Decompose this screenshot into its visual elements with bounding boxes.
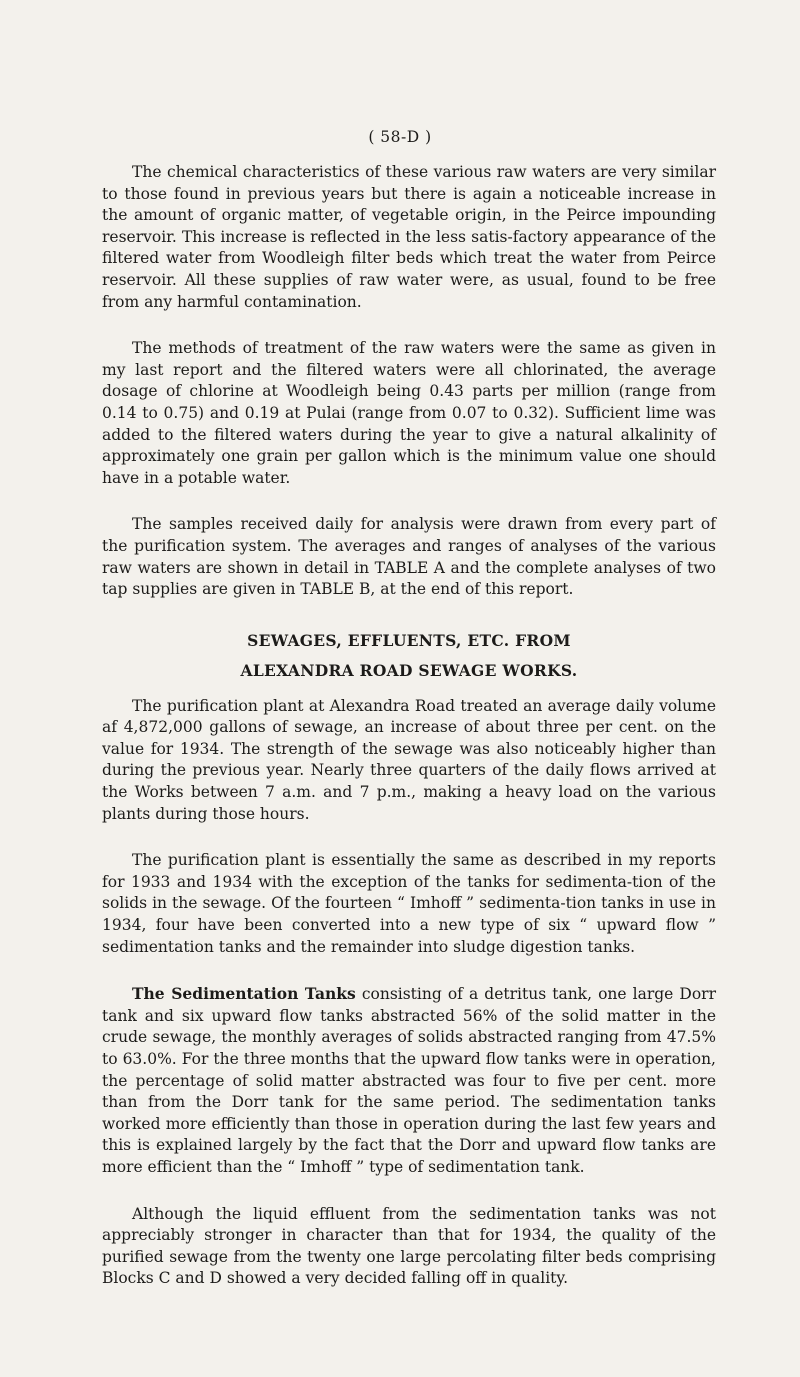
section-heading-line-1: SEWAGES, EFFLUENTS, ETC. FROM <box>247 630 571 650</box>
paragraph-plant-volume: The purification plant at Alexandra Road treated an average daily volume af 4,872,000 gallons of sewage, an increase of about three per cent. on the value for 1934. The strength of the sewage was also noticeably higher than during the previous year. Nearly three quarters of the daily flows arrived at the Works between 7 a.m. and 7 p.m., making a heavy load on the various plants during those hours. <box>102 696 716 823</box>
paragraph-treatment-methods: The methods of treatment of the raw waters were the same as given in my last report and the filtered waters were all chlorinated, the average dosage of chlorine at Woodleigh being 0.43 parts per million (range from 0.14 to 0.75) and 0.19 at Pulai (range from 0.07 to 0.32). Sufficient lime was added to the filtered waters during the year to give a natural alkalinity of approximately one grain per gallon which is the minimum value one should have in a potable water. <box>102 339 716 487</box>
section-heading <box>102 626 716 686</box>
sedimentation-tanks-lead: The Sedimentation Tanks <box>132 984 356 1004</box>
paragraph-sampling: The samples received daily for analysis were drawn from every part of the purification system. The averages and ranges of analyses of the various raw waters are shown in detail in TABLE A and the complete analyses of two tap supplies are given in TABLE B, at the end of this report. <box>102 515 716 599</box>
sedimentation-tanks-text: consisting of a detritus tank, one large Dorr tank and six upward flow tanks abstracted 56% of the solid matter in the crude sewage, the monthly averages of solids abstracted ranging from 47.5% to 63.0%. For the three months that the upward flow tanks were in operation, the percentage of solid matter abstracted was four to five per cent. more than from the Dorr tank for the same period. The sedimentation tanks worked more efficiently than those in operation during the last few years and this is explained largely by the fact that the Dorr and upward flow tanks are more efficient than the “ Imhoff ” type of sedimentation tank. <box>102 985 716 1176</box>
report-body <box>102 162 716 1290</box>
page-number: ( 58-D ) <box>368 128 432 146</box>
paragraph-raw-water-chemistry: The chemical characteristics of these various raw waters are very similar to those found in previous years but there is again a noticeable increase in the amount of organic matter, of vegetable origin, in the Peirce impounding reservoir. This increase is reflected in the less satis-factory appearance of the filtered water from Woodleigh filter beds which treat the water from Peirce reservoir. All these supplies of raw water were, as usual, found to be free from any harmful contamination. <box>102 163 716 311</box>
section-heading-line-2: ALEXANDRA ROAD SEWAGE WORKS. <box>240 660 578 680</box>
paragraph-liquid-effluent: Although the liquid effluent from the sedimentation tanks was not appreciably stronger in character than that for 1934, the quality of the purified sewage from the twenty one large percolating filter beds comprising Blocks C and D showed a very decided falling off in quality. <box>102 1204 716 1288</box>
paragraph-sedimentation-tanks <box>102 983 716 1178</box>
paragraph-plant-description: The purification plant is essentially the same as described in my reports for 1933 and 1934 with the exception of the tanks for sedimenta-tion of the solids in the sewage. Of the fourteen “ Imhoff ” sedimenta-tion tanks in use in 1934, four have been converted into a new type of six “ upward flow ” sedimentation tanks and the remainder into sludge digestion tanks. <box>102 851 716 956</box>
